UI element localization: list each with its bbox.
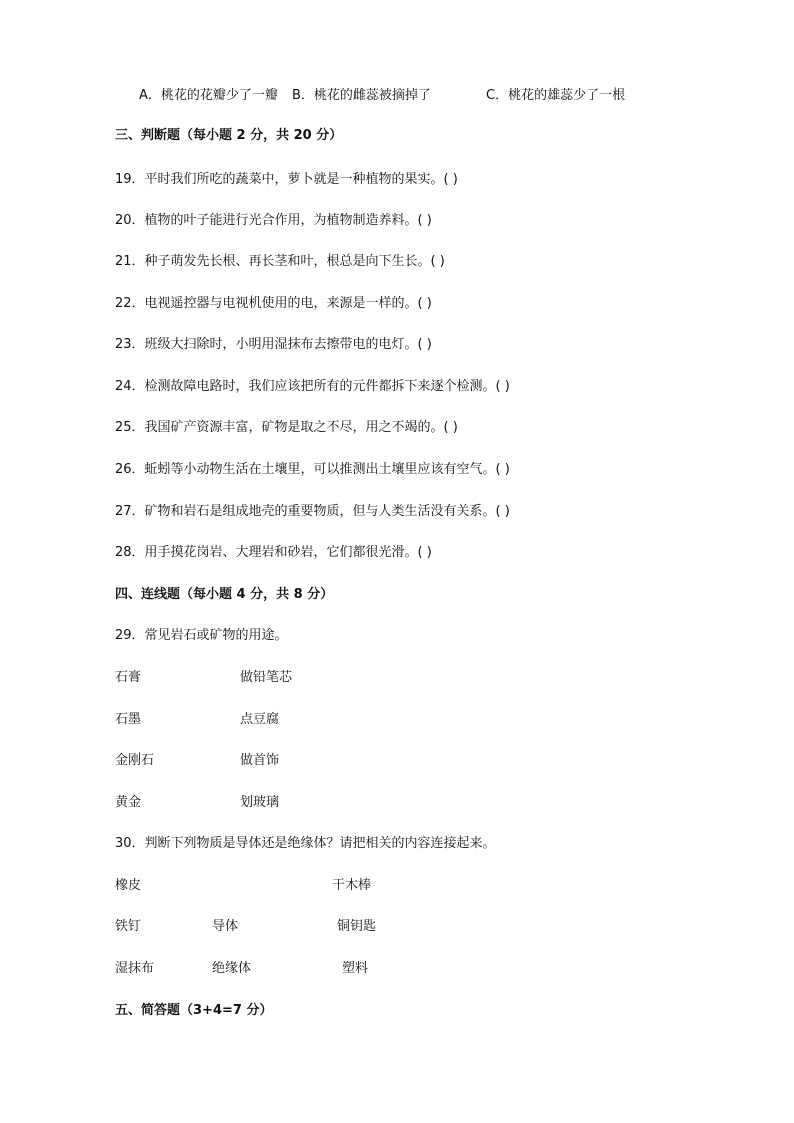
question-24: 24．检测故障电路时，我们应该把所有的元件都拆下来逐个检测。( ) (115, 379, 510, 394)
q29-left-item: 黄金 (115, 795, 142, 810)
q30-right-item: 铜钥匙 (337, 919, 377, 934)
q30-right-item: 塑料 (342, 961, 369, 976)
question-29: 29．常见岩石或矿物的用途。 (115, 628, 288, 643)
section-heading-short-answer: 五、简答题（3+4=7 分） (115, 1003, 273, 1018)
question-27: 27．矿物和岩石是组成地壳的重要物质，但与人类生活没有关系。( ) (115, 504, 510, 519)
q29-right-item: 做铅笔芯 (240, 670, 293, 685)
q29-left-item: 石膏 (115, 670, 142, 685)
q29-left-item: 石墨 (115, 712, 142, 727)
question-21: 21．种子萌发先长根、再长茎和叶，根总是向下生长。( ) (115, 254, 445, 269)
question-26: 26．蚯蚓等小动物生活在土壤里，可以推测出土壤里应该有空气。( ) (115, 462, 510, 477)
q30-left-item: 湿抹布 (115, 961, 155, 976)
q29-left-item: 金刚石 (115, 753, 155, 768)
option-a: A．桃花的花瓣少了一瓣 (139, 88, 278, 103)
question-30: 30．判断下列物质是导体还是绝缘体？请把相关的内容连接起来。 (115, 836, 496, 851)
section-heading-matching: 四、连线题（每小题 4 分，共 8 分） (115, 587, 334, 602)
q30-middle-item: 绝缘体 (212, 961, 252, 976)
question-25: 25．我国矿产资源丰富，矿物是取之不尽，用之不竭的。( ) (115, 420, 458, 435)
section-heading-judgement: 三、判断题（每小题 2 分，共 20 分） (115, 128, 343, 143)
question-23: 23．班级大扫除时，小明用湿抹布去擦带电的电灯。( ) (115, 337, 432, 352)
question-22: 22．电视遥控器与电视机使用的电，来源是一样的。( ) (115, 296, 432, 311)
q30-left-item: 铁钉 (115, 919, 142, 934)
q30-middle-item: 导体 (212, 919, 239, 934)
q29-right-item: 划玻璃 (240, 795, 280, 810)
q29-right-item: 做首饰 (240, 753, 280, 768)
question-19: 19．平时我们所吃的蔬菜中，萝卜就是一种植物的果实。( ) (115, 172, 458, 187)
q30-left-item: 橡皮 (115, 878, 142, 893)
question-28: 28．用手摸花岗岩、大理岩和砂岩，它们都很光滑。( ) (115, 545, 432, 560)
option-c: C．桃花的雄蕊少了一根 (486, 88, 626, 103)
q30-right-item: 干木棒 (332, 878, 372, 893)
option-b: B．桃花的雌蕊被摘掉了 (292, 88, 431, 103)
question-20: 20．植物的叶子能进行光合作用，为植物制造养料。( ) (115, 213, 432, 228)
q29-right-item: 点豆腐 (240, 712, 280, 727)
